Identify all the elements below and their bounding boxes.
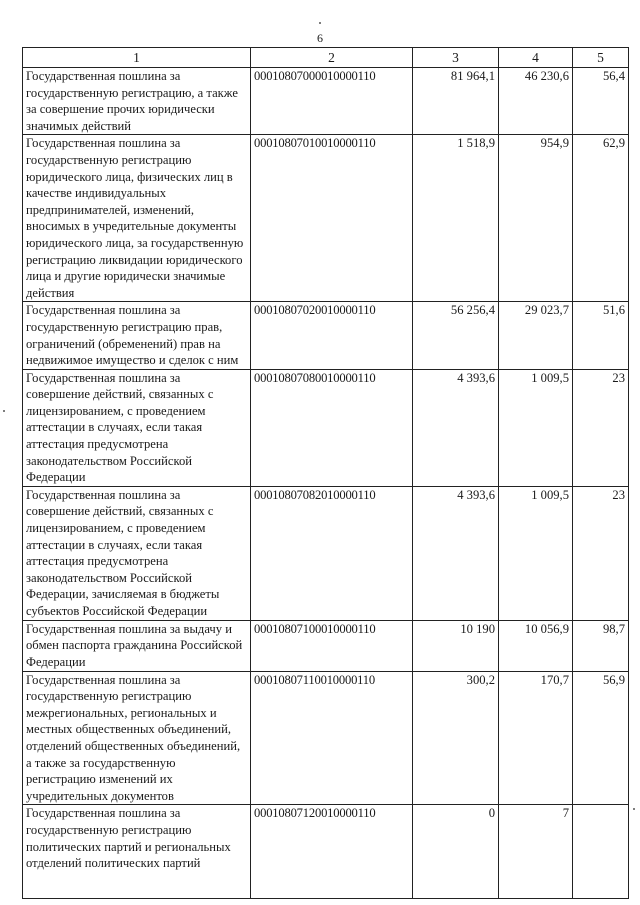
row-code: 00010807110010000110	[251, 671, 413, 805]
row-value-col5: 56,9	[573, 671, 629, 805]
row-code: 00010807120010000110	[251, 805, 413, 899]
column-header-2: 2	[251, 48, 413, 68]
row-value-col5	[573, 805, 629, 899]
column-header-5: 5	[573, 48, 629, 68]
row-value-col5: 51,6	[573, 302, 629, 369]
row-value-col3: 300,2	[413, 671, 499, 805]
row-name: Государственная пошлина за государственную регистрацию юридического лица, физических лиц в качестве индивидуальных предпринимателей, изменений, вносимых в учредительные документы юридического лица, за государственную регистрацию ликвидации юридического лица и другие юридически значимые действия	[23, 135, 251, 302]
row-name: Государственная пошлина за государственную регистрацию, а также за совершение прочих юридически значимых действий	[23, 68, 251, 135]
row-value-col3: 81 964,1	[413, 68, 499, 135]
table-row	[23, 486, 629, 620]
row-name: Государственная пошлина за государственную регистрацию политических партий и региональных отделений политических партий	[23, 805, 251, 899]
row-code: 00010807000010000110	[251, 68, 413, 135]
row-code: 00010807100010000110	[251, 620, 413, 671]
row-code: 00010807020010000110	[251, 302, 413, 369]
row-value-col4: 46 230,6	[499, 68, 573, 135]
table-row	[23, 135, 629, 302]
row-name: Государственная пошлина за выдачу и обмен паспорта гражданина Российской Федерации	[23, 620, 251, 671]
row-value-col4: 1 009,5	[499, 369, 573, 486]
row-code: 00010807010010000110	[251, 135, 413, 302]
row-value-col5: 23	[573, 486, 629, 620]
scan-speck	[3, 410, 5, 412]
row-value-col4: 1 009,5	[499, 486, 573, 620]
table-row	[23, 302, 629, 369]
row-value-col3: 10 190	[413, 620, 499, 671]
row-value-col4: 170,7	[499, 671, 573, 805]
row-value-col5: 56,4	[573, 68, 629, 135]
row-name: Государственная пошлина за государственную регистрацию прав, ограничений (обременений) прав на недвижимое имущество и сделок с ним	[23, 302, 251, 369]
table-header-row	[23, 48, 629, 68]
row-value-col3: 56 256,4	[413, 302, 499, 369]
table-row	[23, 68, 629, 135]
row-value-col3: 0	[413, 805, 499, 899]
row-value-col3: 4 393,6	[413, 486, 499, 620]
table-row	[23, 671, 629, 805]
column-header-4: 4	[499, 48, 573, 68]
row-value-col3: 1 518,9	[413, 135, 499, 302]
budget-revenue-table	[22, 47, 629, 899]
row-name: Государственная пошлина за совершение действий, связанных с лицензированием, с проведением аттестации в случаях, если такая аттестация предусмотрена законодательством Российской Федерации	[23, 369, 251, 486]
row-code: 00010807082010000110	[251, 486, 413, 620]
row-value-col3: 4 393,6	[413, 369, 499, 486]
column-header-1: 1	[23, 48, 251, 68]
row-value-col4: 10 056,9	[499, 620, 573, 671]
scan-speck	[633, 808, 635, 810]
row-value-col5: 62,9	[573, 135, 629, 302]
row-value-col4: 7	[499, 805, 573, 899]
row-value-col5: 98,7	[573, 620, 629, 671]
table-row	[23, 620, 629, 671]
scan-speck	[319, 22, 321, 24]
column-header-3: 3	[413, 48, 499, 68]
row-value-col5: 23	[573, 369, 629, 486]
table-row	[23, 369, 629, 486]
row-name: Государственная пошлина за государственную регистрацию межрегиональных, региональных и местных общественных объединений, отделений общественных объединений, а также за государственную регистрацию изменений их учредительных документов	[23, 671, 251, 805]
table-row	[23, 805, 629, 899]
page-number: 6	[317, 31, 323, 45]
row-value-col4: 954,9	[499, 135, 573, 302]
row-value-col4: 29 023,7	[499, 302, 573, 369]
row-code: 00010807080010000110	[251, 369, 413, 486]
row-name: Государственная пошлина за совершение действий, связанных с лицензированием, с проведением аттестации в случаях, если такая аттестация предусмотрена законодательством Российской Федерации, зачисляемая в бюджеты субъектов Российской Федерации	[23, 486, 251, 620]
